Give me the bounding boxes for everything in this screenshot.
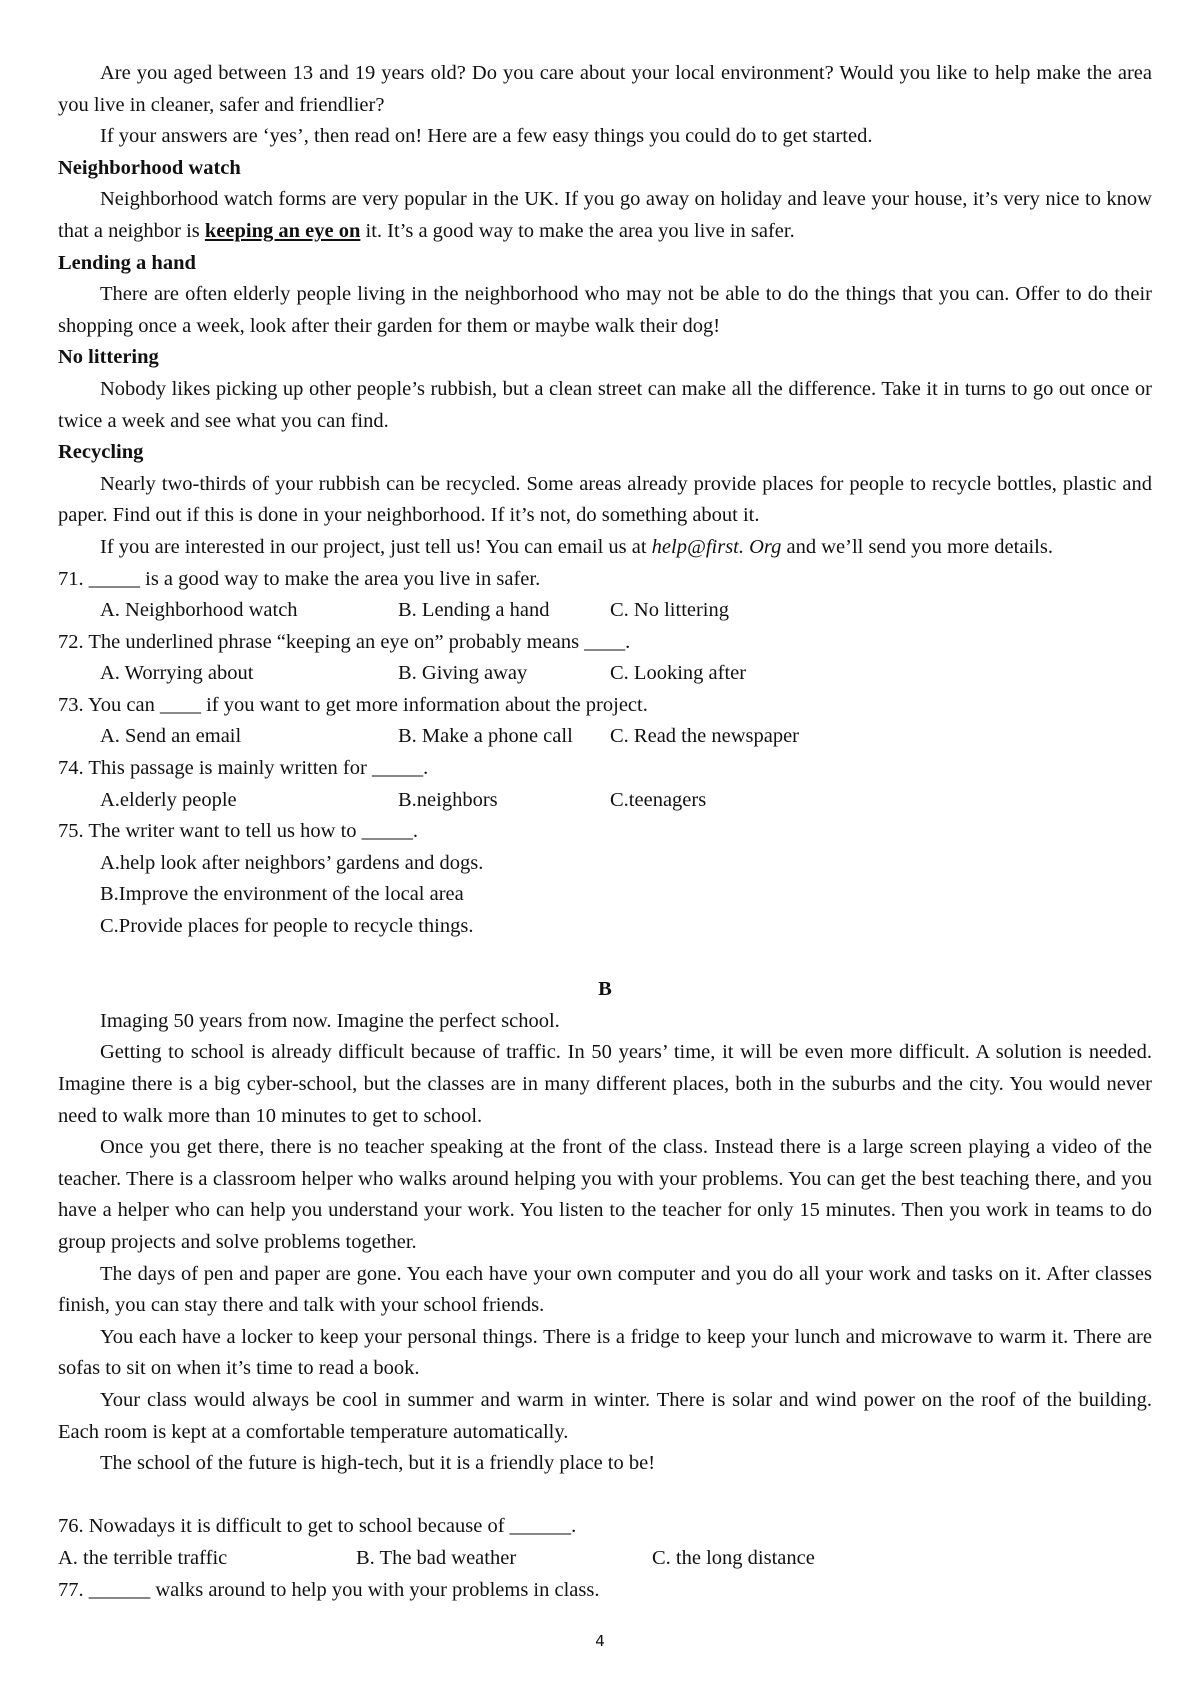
option-c: C. No littering <box>610 599 730 622</box>
question-options <box>58 721 1152 753</box>
paragraph-text: Neighborhood watch forms are very popular in the UK. If you go away on holiday and leave your house, it’s very nice to know that a neighbor is <box>58 188 1152 242</box>
intro-paragraph-2: If your answers are ‘yes’, then read on! Here are a few easy things you could do to get started. <box>100 125 873 148</box>
section-heading: No littering <box>58 346 159 369</box>
document-page <box>58 58 1152 1606</box>
paragraph-text: If you are interested in our project, just tell us! You can email us at <box>100 535 652 558</box>
question-options <box>58 595 1152 627</box>
question-stem: 76. Nowadays it is difficult to get to school because of ______. <box>58 1515 577 1538</box>
question-stem: 71. _____ is a good way to make the area you live in safer. <box>58 567 541 590</box>
question-options <box>58 785 1152 817</box>
closing-paragraph <box>58 532 1152 564</box>
option-c: C.Provide places for people to recycle things. <box>100 915 474 938</box>
option-c: C.teenagers <box>610 788 707 811</box>
option-b: B. The bad weather <box>356 1546 517 1569</box>
section-paragraph: Nobody likes picking up other people’s rubbish, but a clean street can make all the difference. Take it in turns to go out once or twice a week and see what you can find. <box>58 377 1152 432</box>
question-stem: 72. The underlined phrase “keeping an eye on” probably means ____. <box>58 630 631 653</box>
option-b: B. Make a phone call <box>398 725 573 748</box>
option-a: A. Neighborhood watch <box>100 599 298 622</box>
underlined-phrase: keeping an eye on <box>204 219 361 242</box>
paragraph-text: and we’ll send you more details. <box>781 535 1053 558</box>
option-b: B.Improve the environment of the local area <box>100 883 464 906</box>
section-paragraph: Nearly two-thirds of your rubbish can be recycled. Some areas already provide places for people to recycle bottles, plastic and paper. Find out if this is done in your neighborhood. If it’s not, do something about it. <box>58 472 1152 527</box>
option-b: B.neighbors <box>398 788 498 811</box>
email-address: help@first. Org <box>651 535 782 558</box>
option-c: C. Looking after <box>610 662 747 685</box>
spacer <box>58 1480 1152 1512</box>
section-b-paragraph: Your class would always be cool in summer and warm in winter. There is solar and wind power on the roof of the building. Each room is kept at a comfortable temperature automatically. <box>58 1388 1152 1443</box>
option-a: A.help look after neighbors’ gardens and dogs. <box>100 851 484 874</box>
section-b-paragraph: Getting to school is already difficult because of traffic. In 50 years’ time, it will be even more difficult. A solution is needed. Imagine there is a big cyber-school, but the classes are in many different places, both in the suburbs and the city. You would never need to walk more than 10 minutes to get to school. <box>58 1041 1152 1127</box>
question-options <box>58 1543 1152 1575</box>
section-heading: Neighborhood watch <box>58 156 241 179</box>
question-stem: 73. You can ____ if you want to get more information about the project. <box>58 693 648 716</box>
section-b-paragraph: The school of the future is high-tech, but it is a friendly place to be! <box>100 1452 656 1475</box>
section-b-title: B <box>598 978 612 1001</box>
section-b-paragraph: Once you get there, there is no teacher speaking at the front of the class. Instead there is a large screen playing a video of the teacher. There is a classroom helper who walks around helping you with your problems. You can get the best teaching there, and you have a helper who can help you understand your work. You listen to the teacher for only 15 minutes. Then you work in teams to do group projects and solve problems together. <box>58 1136 1152 1253</box>
option-c: C. the long distance <box>652 1546 815 1569</box>
option-a: A.elderly people <box>100 788 237 811</box>
option-a: A. Send an email <box>100 725 242 748</box>
question-stem: 77. ______ walks around to help you with your problems in class. <box>58 1578 600 1601</box>
question-options <box>58 658 1152 690</box>
paragraph-text: it. It’s a good way to make the area you live in safer. <box>360 219 795 242</box>
option-b: B. Giving away <box>398 662 528 685</box>
section-heading: Lending a hand <box>58 251 196 274</box>
section-b-paragraph: You each have a locker to keep your personal things. There is a fridge to keep your lunch and microwave to warm it. There are sofas to sit on when it’s time to read a book. <box>58 1325 1152 1380</box>
section-b-paragraph: The days of pen and paper are gone. You each have your own computer and you do all your work and tasks on it. After classes finish, you can stay there and talk with your school friends. <box>58 1262 1152 1317</box>
option-b: B. Lending a hand <box>398 599 550 622</box>
section-paragraph: There are often elderly people living in the neighborhood who may not be able to do the things that you can. Offer to do their shopping once a week, look after their garden for them or maybe walk their dog! <box>58 283 1152 337</box>
section-b-paragraph: Imaging 50 years from now. Imagine the perfect school. <box>100 1009 560 1032</box>
option-a: A. Worrying about <box>100 662 254 685</box>
section-heading: Recycling <box>58 441 144 464</box>
section-paragraph <box>58 184 1152 247</box>
option-c: C. Read the newspaper <box>610 725 799 748</box>
question-stem: 74. This passage is mainly written for _____. <box>58 757 429 780</box>
option-a: A. the terrible traffic <box>58 1546 228 1569</box>
question-stem: 75. The writer want to tell us how to _____. <box>58 820 419 843</box>
page-number: 4 <box>595 1632 605 1650</box>
intro-paragraph-1: Are you aged between 13 and 19 years old? Do you care about your local environment? Would you like to help make the area you live in cleaner, safer and friendlier? <box>58 62 1152 116</box>
